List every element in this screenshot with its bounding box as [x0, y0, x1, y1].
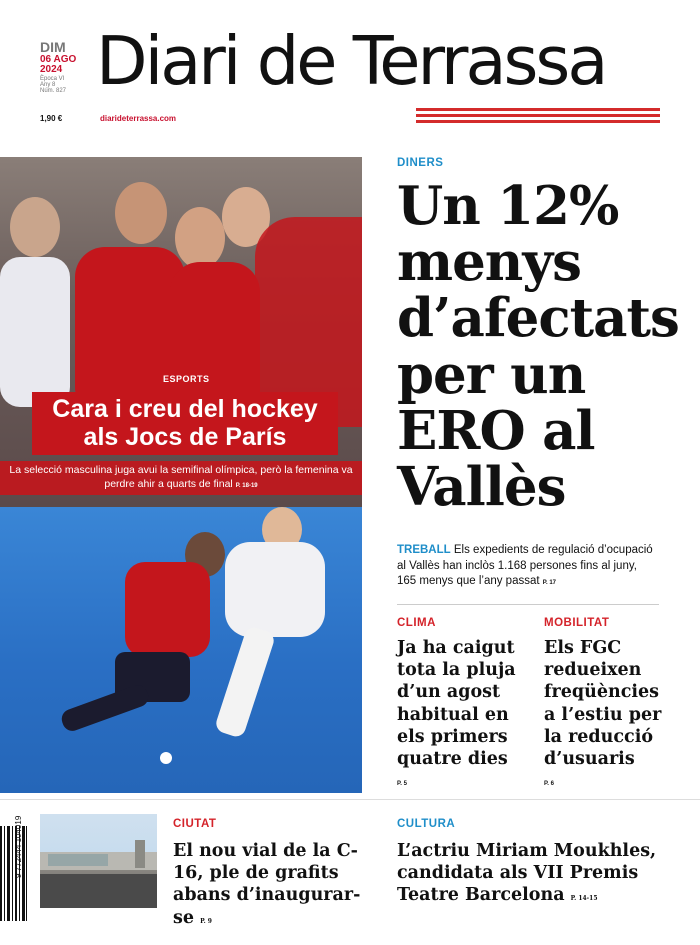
kicker-ciutat: CIUTAT: [173, 818, 217, 830]
divider: [397, 604, 659, 605]
cultura-headline[interactable]: [397, 840, 657, 907]
c16-road-photo[interactable]: [40, 814, 157, 908]
cultura-headline-text: L’actriu Miriam Moukhles, candidata als VII Premis Teatre Barcelona: [397, 841, 657, 906]
kicker-clima: CLIMA: [397, 617, 436, 629]
cultura-page: P. 14-15: [570, 895, 598, 903]
kicker-cultura: CULTURA: [397, 818, 456, 830]
edition-epoca: Època VI: [40, 75, 65, 82]
edition-year: 2024: [40, 64, 63, 76]
edition-any: Any 8: [40, 81, 56, 88]
photo-story-page: P. 18-19: [235, 483, 258, 490]
barcode-number: 9 772444 104019: [14, 815, 23, 878]
deck-text: Els expedients de regulació d’ocupació al Vallès han inclòs 1.168 persones fins al juny, 165 menys que l’any passat: [397, 544, 653, 588]
website-link[interactable]: diarideterrassa.com: [100, 114, 177, 123]
ciutat-headline-text: El nou vial de la C-16, ple de grafits abans d’inaugurar-se: [173, 841, 361, 928]
women-team-photo: [0, 507, 362, 793]
photo-story-headline[interactable]: Cara i creu del hockey als Jocs de París: [32, 392, 338, 455]
mobilitat-page: P. 6: [544, 781, 554, 787]
deck-kicker: TREBALL: [397, 544, 451, 556]
photo-story-subtitle-text: La selecció masculina juga avui la semifinal olímpica, però la femenina va perdre ahir a quarts de final: [9, 464, 353, 491]
mobilitat-headline[interactable]: Els FGC redueixen freqüències a l’estiu per la reducció d’usuaris: [544, 638, 662, 770]
edition-info: [40, 40, 100, 95]
main-headline[interactable]: Un 12% menys d’afectats per un ERO al Vallès: [397, 175, 679, 518]
logo-decoration: [416, 108, 660, 124]
hockey-photo[interactable]: [0, 157, 362, 793]
edition-day: DIM: [40, 39, 66, 55]
edition-number: Núm. 827: [40, 88, 67, 95]
newspaper-logo[interactable]: Diari de Terrassa: [96, 22, 606, 100]
main-page: P. 17: [542, 580, 557, 587]
divider: [0, 799, 700, 800]
clima-headline[interactable]: Ja ha caigut tota la pluja d’un agost habitual en els primers quatre dies: [397, 638, 516, 770]
ciutat-page: P. 9: [200, 917, 212, 925]
kicker-mobilitat: MOBILITAT: [544, 617, 610, 629]
price: 1,90 €: [40, 114, 63, 123]
photo-story-subtitle: [0, 461, 362, 495]
edition-date: 06 AGO: [40, 53, 77, 65]
main-deck: [397, 543, 657, 590]
clima-page: P. 5: [397, 781, 407, 787]
section-tag-esports: ESPORTS: [157, 372, 216, 386]
ciutat-headline[interactable]: [173, 840, 378, 929]
kicker-diners: DINERS: [397, 157, 444, 169]
